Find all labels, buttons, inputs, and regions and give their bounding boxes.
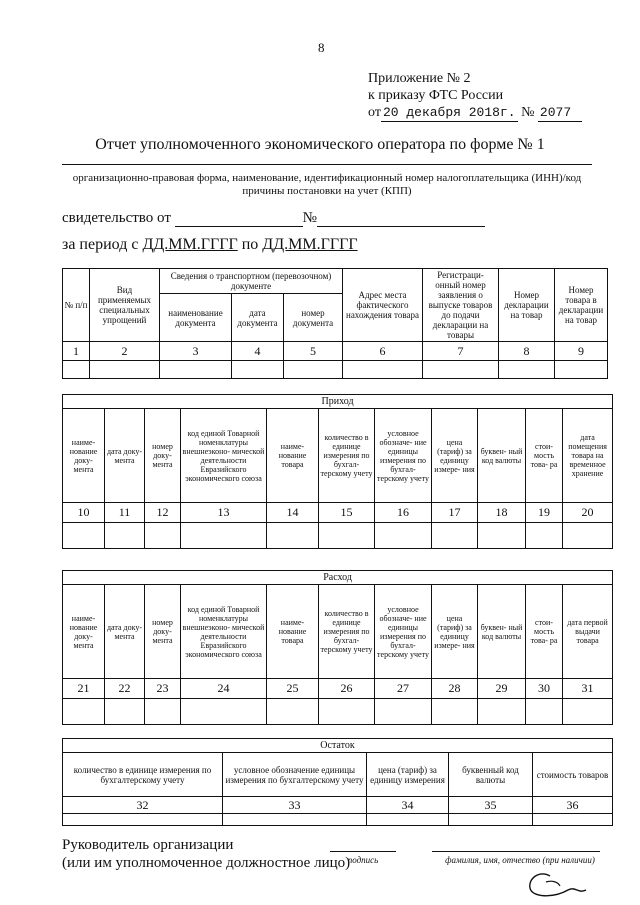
- table-cell[interactable]: [478, 699, 526, 725]
- col-number: 2: [90, 342, 160, 361]
- table-cell[interactable]: [375, 699, 432, 725]
- col-number: 7: [423, 342, 499, 361]
- th-unit: условное обозначе- ние единицы измерения по бухгал- терскому учету: [375, 409, 432, 503]
- th-doc-number: номер доку- мента: [145, 409, 181, 503]
- table-cell[interactable]: [375, 523, 432, 549]
- signer-subtitle: (или им уполномоченное должностное лицо): [62, 855, 351, 871]
- th-doc-name: наиме- нование доку- мента: [63, 409, 105, 503]
- th-cost: стои- мость това- ра: [526, 409, 563, 503]
- page-number: 8: [318, 40, 325, 55]
- table-cell[interactable]: [160, 361, 232, 379]
- appendix-block: [368, 70, 582, 122]
- table-cell[interactable]: [105, 699, 145, 725]
- table-cell[interactable]: [526, 699, 563, 725]
- table-cell[interactable]: [555, 361, 608, 379]
- signature-field[interactable]: [330, 851, 396, 852]
- appendix-from-prefix: от: [368, 105, 381, 120]
- col-number: 14: [267, 503, 319, 523]
- balance-caption: Остаток: [63, 739, 613, 753]
- appendix-no-prefix: №: [521, 105, 535, 120]
- table-cell[interactable]: [432, 523, 478, 549]
- col-number: 27: [375, 679, 432, 699]
- th-currency: буквенный код валюты: [449, 753, 533, 797]
- th-doc-name: наиме- нование доку- мента: [63, 585, 105, 679]
- col-number: 28: [432, 679, 478, 699]
- appendix-line2: к приказу ФТС России: [368, 88, 504, 103]
- table-cell[interactable]: [432, 699, 478, 725]
- table-cell[interactable]: [499, 361, 555, 379]
- page-title: Отчет уполномоченного экономического оператора по форме № 1: [95, 136, 545, 153]
- th-goods-cost: стоимость товаров: [533, 753, 613, 797]
- th-no: № п/п: [63, 269, 90, 342]
- table-cell[interactable]: [319, 699, 375, 725]
- table-cell[interactable]: [181, 523, 267, 549]
- table-cell[interactable]: [145, 523, 181, 549]
- th-unit: условное обозначе- ние единицы измерения по бухгал- терскому учету: [375, 585, 432, 679]
- period-line: [62, 236, 358, 254]
- col-number: 1: [63, 342, 90, 361]
- table-cell[interactable]: [90, 361, 160, 379]
- table-cell[interactable]: [181, 699, 267, 725]
- certificate-line: [62, 210, 485, 227]
- col-number: 6: [343, 342, 423, 361]
- table-cell[interactable]: [563, 523, 613, 549]
- th-currency: буквен- ный код валюты: [478, 585, 526, 679]
- th-doc-number: номер документа: [284, 294, 343, 342]
- col-number: 21: [63, 679, 105, 699]
- income-table: [62, 394, 613, 549]
- table-cell[interactable]: [63, 523, 105, 549]
- col-number: 23: [145, 679, 181, 699]
- col-number: 8: [499, 342, 555, 361]
- th-storage-date: дата помещения товара на временное хранение: [563, 409, 613, 503]
- col-number: 15: [319, 503, 375, 523]
- period-from[interactable]: ДД.ММ.ГГГГ: [142, 236, 238, 253]
- th-price: цена (тариф) за единицу измерения: [367, 753, 449, 797]
- signature-scribble-icon: [520, 860, 590, 902]
- th-currency: буквен- ный код валюты: [478, 409, 526, 503]
- col-number: 13: [181, 503, 267, 523]
- th-address: Адрес места фактического нахождения товара: [343, 269, 423, 342]
- col-number: 33: [223, 797, 367, 814]
- th-simplification-type: Вид применяемых специальных упрощений: [90, 269, 160, 342]
- col-number: 30: [526, 679, 563, 699]
- th-doc-date: дата документа: [232, 294, 284, 342]
- th-cost: стои- мость това- ра: [526, 585, 563, 679]
- col-number: 11: [105, 503, 145, 523]
- signature-block: [62, 836, 350, 872]
- th-doc-date: дата доку- мента: [105, 409, 145, 503]
- col-number: 3: [160, 342, 232, 361]
- col-number: 12: [145, 503, 181, 523]
- th-quantity: количество в единице измерения по бухгал- терскому учету: [319, 585, 375, 679]
- table-cell[interactable]: [319, 523, 375, 549]
- org-input-line[interactable]: [62, 164, 592, 165]
- balance-table: [62, 738, 613, 826]
- appendix-line1: Приложение № 2: [368, 71, 471, 86]
- th-doc-name: наименование документа: [160, 294, 232, 342]
- col-number: 9: [555, 342, 608, 361]
- fullname-field[interactable]: [432, 851, 600, 852]
- signature-caption: подпись: [347, 855, 379, 865]
- table-cell[interactable]: [145, 699, 181, 725]
- col-number: 35: [449, 797, 533, 814]
- table-cell[interactable]: [267, 699, 319, 725]
- th-doc-date: дата доку- мента: [105, 585, 145, 679]
- col-number: 36: [533, 797, 613, 814]
- col-number: 32: [63, 797, 223, 814]
- col-number: 25: [267, 679, 319, 699]
- th-transport-doc: Сведения о транспортном (перевозочном) документе: [160, 269, 343, 294]
- table-cell[interactable]: [423, 361, 499, 379]
- table-cell[interactable]: [533, 814, 613, 826]
- col-number: 18: [478, 503, 526, 523]
- expense-caption: Расход: [63, 571, 613, 585]
- col-number: 16: [375, 503, 432, 523]
- table-cell[interactable]: [478, 523, 526, 549]
- col-number: 29: [478, 679, 526, 699]
- col-number: 17: [432, 503, 478, 523]
- col-number: 34: [367, 797, 449, 814]
- col-number: 26: [319, 679, 375, 699]
- income-caption: Приход: [63, 395, 613, 409]
- th-quantity: количество в единице измерения по бухгалтерскому учету: [63, 753, 223, 797]
- col-number: 20: [563, 503, 613, 523]
- certificate-label: свидетельство от: [62, 210, 171, 226]
- th-hs-code: код единой Товарной номенклатуры внешнеэконо- мической деятельности Евразийского экономического союза: [181, 409, 267, 503]
- org-caption: организационно-правовая форма, наименование, идентификационный номер налогоплательщика (ИНН)/код причины постановки на учет (КПП): [72, 172, 582, 197]
- table-cell[interactable]: [367, 814, 449, 826]
- expense-table: [62, 570, 613, 725]
- table-cell[interactable]: [63, 814, 223, 826]
- col-number: 5: [284, 342, 343, 361]
- table-cell[interactable]: [105, 523, 145, 549]
- th-price: цена (тариф) за единицу измере- ния: [432, 409, 478, 503]
- table-cell[interactable]: [449, 814, 533, 826]
- transport-table: [62, 268, 608, 379]
- th-unit: условное обозначение единицы измерения по бухгалтерскому учету: [223, 753, 367, 797]
- col-number: 19: [526, 503, 563, 523]
- col-number: 10: [63, 503, 105, 523]
- table-cell[interactable]: [63, 699, 105, 725]
- table-cell[interactable]: [223, 814, 367, 826]
- table-cell[interactable]: [267, 523, 319, 549]
- th-first-issue-date: дата первой выдачи товара: [563, 585, 613, 679]
- table-cell[interactable]: [232, 361, 284, 379]
- table-cell[interactable]: [563, 699, 613, 725]
- certificate-number-field[interactable]: [317, 212, 485, 227]
- certificate-date-field[interactable]: [175, 212, 303, 227]
- col-number: 22: [105, 679, 145, 699]
- fullname-caption: фамилия, имя, отчество (при наличии): [445, 855, 595, 865]
- table-cell[interactable]: [343, 361, 423, 379]
- th-goods-name: наиме- нование товара: [267, 409, 319, 503]
- th-declaration-number: Номер декларации на товар: [499, 269, 555, 342]
- table-cell[interactable]: [284, 361, 343, 379]
- table-cell[interactable]: [63, 361, 90, 379]
- th-doc-number: номер доку- мента: [145, 585, 181, 679]
- appendix-date-line: [368, 104, 582, 122]
- th-quantity: количество в единице измерения по бухгал- терскому учету: [319, 409, 375, 503]
- table-cell[interactable]: [526, 523, 563, 549]
- col-number: 24: [181, 679, 267, 699]
- th-hs-code: код единой Товарной номенклатуры внешнеэконо- мической деятельности Евразийского экономического союза: [181, 585, 267, 679]
- certificate-no-label: №: [302, 210, 317, 226]
- appendix-date: 20 декабря 2018г.: [382, 105, 516, 120]
- period-middle: по: [241, 236, 259, 253]
- period-to[interactable]: ДД.ММ.ГГГГ: [262, 236, 358, 253]
- appendix-number: 2077: [538, 104, 582, 122]
- signer-title: Руководитель организации: [62, 837, 234, 853]
- th-goods-name: наиме- нование товара: [267, 585, 319, 679]
- th-price: цена (тариф) за единицу измере- ния: [432, 585, 478, 679]
- period-prefix: за период с: [62, 236, 139, 253]
- col-number: 4: [232, 342, 284, 361]
- th-goods-number: Номер товара в декларации на товар: [555, 269, 608, 342]
- th-reg-number: Регистраци- онный номер заявления о выпуске товаров до подачи декларации на товары: [423, 269, 499, 342]
- col-number: 31: [563, 679, 613, 699]
